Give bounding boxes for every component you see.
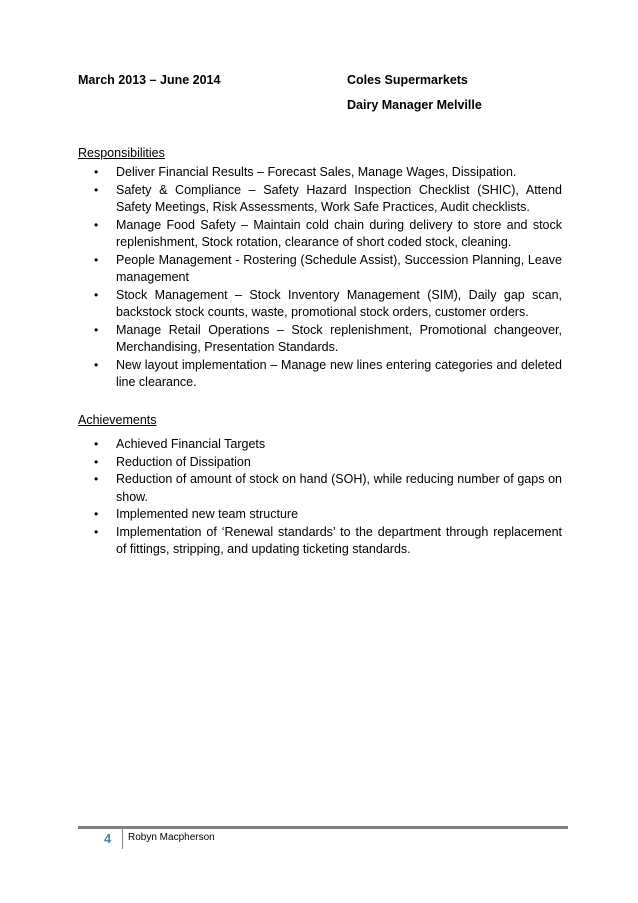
employment-date-range: March 2013 – June 2014 (78, 73, 221, 87)
footer-divider (78, 826, 568, 829)
bullet-icon: • (94, 454, 99, 469)
responsibilities-list (92, 164, 562, 392)
footer-author-name: Robyn Macpherson (128, 832, 215, 843)
list-item-text: Manage Food Safety – Maintain cold chain during delivery to store and stock replenishment, Stock rotation, clearance of short coded stock, cleaning. (116, 217, 562, 249)
list-item (92, 217, 562, 252)
bullet-icon: • (94, 507, 99, 521)
bullet-icon: • (94, 252, 99, 267)
list-item (92, 436, 562, 454)
list-item (92, 506, 562, 524)
bullet-icon: • (94, 165, 99, 179)
list-item (92, 471, 562, 506)
job-title: Dairy Manager Melville (347, 98, 482, 112)
list-item (92, 357, 562, 392)
list-item-text: New layout implementation – Manage new lines entering categories and deleted line clearance. (116, 357, 562, 389)
list-item-text: Reduction of Dissipation (116, 454, 251, 469)
list-item (92, 322, 562, 357)
achievements-heading: Achievements (78, 413, 157, 427)
bullet-icon: • (94, 437, 99, 451)
bullet-icon: • (94, 287, 99, 302)
bullet-icon: • (94, 182, 99, 197)
company-name: Coles Supermarkets (347, 73, 468, 87)
list-item-text: Implemented new team structure (116, 507, 299, 521)
bullet-icon: • (94, 472, 99, 486)
list-item-text: Stock Management – Stock Inventory Management (SIM), Daily gap scan, backstock stock counts, waste, promotional stock orders, customer orders. (116, 287, 562, 319)
list-item-text: Reduction of amount of stock on hand (SOH), while reducing number of gaps on show. (116, 472, 562, 504)
list-item-text: Manage Retail Operations – Stock replenishment, Promotional changeover, Merchandising, Presentation Standards. (116, 322, 562, 354)
list-item-text: People Management - Rostering (Schedule Assist), Succession Planning, Leave management (116, 252, 562, 284)
bullet-icon: • (94, 357, 99, 372)
list-item (92, 182, 562, 217)
bullet-icon: • (94, 524, 99, 539)
achievements-list (92, 436, 562, 559)
list-item-text: Deliver Financial Results – Forecast Sales, Manage Wages, Dissipation. (116, 165, 517, 179)
responsibilities-heading: Responsibilities (78, 146, 165, 160)
list-item (92, 164, 562, 182)
bullet-icon: • (94, 322, 99, 337)
list-item (92, 287, 562, 322)
bullet-icon: • (94, 217, 99, 232)
footer-vertical-divider (122, 829, 123, 849)
list-item-text: Achieved Financial Targets (116, 437, 266, 451)
page-number: 4 (104, 831, 112, 846)
list-item (92, 252, 562, 287)
list-item-text: Implementation of ‘Renewal standards’ to the department through replacement of fittings, stripping, and updating ticketing standards. (116, 524, 562, 556)
list-item (92, 524, 562, 559)
list-item-text: Safety & Compliance – Safety Hazard Inspection Checklist (SHIC), Attend Safety Meetings, Risk Assessments, Work Safe Practices, Audit checklists. (116, 182, 562, 214)
list-item (92, 454, 562, 472)
